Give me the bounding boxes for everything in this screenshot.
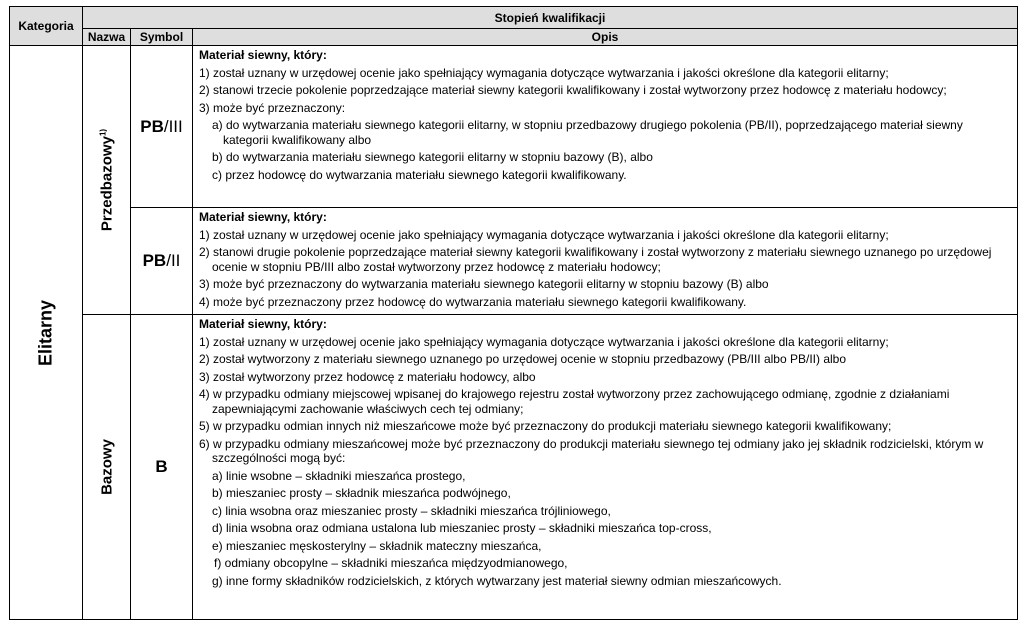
name-label-bazowy: Bazowy — [98, 439, 115, 495]
list-item: 4) w przypadku odmiany miejscowej wpisanej do krajowego rejestru został wytworzony przez zachowującego odmianę, zgodnie z działaniami zapewniającymi zachowanie właściwych cech tej odmiany; — [199, 387, 950, 416]
sub-list-item: b) do wytwarzania materiału siewnego kategorii elitarny w stopniu bazowy (B), albo — [212, 150, 653, 164]
description-lead: Materiał siewny, który: — [199, 317, 327, 331]
list-item: 1) został uznany w urzędowej ocenie jako spełniający wymagania dotyczące wytwarzania i jakości określone dla kategorii elitarny; — [199, 227, 889, 242]
list-item: 1) został uznany w urzędowej ocenie jako spełniający wymagania dotyczące wytwarzania i jakości określone dla kategorii elitarny; — [199, 334, 889, 349]
list-item: 3) może być przeznaczony: — [199, 100, 346, 115]
sub-list-item: c) przez hodowcę do wytwarzania materiału siewnego kategorii kwalifikowany. — [212, 167, 627, 182]
sub-list-item: a) do wytwarzania materiału siewnego kategorii elitarny, w stopniu przedbazowy drugiego pokolenia (PB/II), poprzedzającego materiał siewny kategorii kwalifikowany albo — [212, 118, 963, 147]
list-item: 3) został wytworzony przez hodowcę z materiału hodowcy, albo — [199, 369, 536, 384]
category-cell — [10, 46, 83, 620]
name-cell-przedbazowy — [83, 46, 131, 315]
list-item: 6) w przypadku odmiany mieszańcowej może być przeznaczony do produkcji materiału siewnego tej odmiany jako jej składnik rodzicielski, którym w szczególności mogą być: — [199, 436, 984, 465]
footnote-marker: 1) — [98, 128, 107, 137]
sub-list-item: d) linia wsobna oraz odmiana ustalona lub mieszaniec prosty – składniki mieszańca top-cross, — [212, 521, 712, 535]
description-pb2 — [193, 208, 1018, 315]
symbol-cell-pb3 — [131, 46, 193, 208]
symbol-cell-pb2 — [131, 208, 193, 315]
symbol-cell-b — [131, 315, 193, 620]
sub-list-item: b) mieszaniec prosty – składnik mieszańca podwójnego, — [212, 486, 511, 500]
sub-list-item: f) odmiany obcopylne – składniki mieszańca międzyodmianowego, — [214, 556, 568, 570]
header-symbol: Symbol — [131, 29, 193, 46]
header-opis: Opis — [193, 29, 1018, 46]
list-item: 1) został uznany w urzędowej ocenie jako spełniający wymagania dotyczące wytwarzania i jakości określone dla kategorii elitarny; — [199, 65, 889, 80]
description-pb3 — [193, 46, 1018, 208]
description-lead: Materiał siewny, który: — [199, 48, 327, 62]
sub-list-item: g) inne formy składników rodzicielskich, z których wytwarzany jest materiał siewny odmian mieszańcowych. — [212, 573, 782, 588]
list-item: 2) stanowi drugie pokolenie poprzedzające materiał siewny kategorii kwalifikowany i został wytworzony z materiału siewnego uznanego po urzędowej ocenie w stopniu PB/III albo został wytworzony przez hodowcę z materiału hodowcy; — [199, 245, 992, 274]
name-cell-bazowy — [83, 315, 131, 620]
symbol-pb3: PB/III — [140, 116, 183, 136]
list-item: 2) stanowi trzecie pokolenie poprzedzające materiał siewny kategorii kwalifikowany i został wytworzony przez hodowcę z materiału hodowcy; — [199, 83, 947, 97]
description-lead: Materiał siewny, który: — [199, 210, 327, 224]
list-item: 4) może być przeznaczony przez hodowcę do wytwarzania materiału siewnego kategorii kwalifikowany. — [199, 294, 747, 309]
name-label-przedbazowy: Przedbazowy$^{1)}$ — [98, 128, 115, 232]
qualification-table — [9, 6, 1018, 620]
description-b — [193, 315, 1018, 620]
symbol-b: B — [155, 457, 168, 476]
sub-list-item: a) linie wsobne – składniki mieszańca prostego, — [212, 468, 466, 483]
header-stopien-kwalifikacji: Stopień kwalifikacji — [83, 7, 1018, 29]
symbol-pb2: PB/II — [142, 251, 181, 270]
sub-list-item: c) linia wsobna oraz mieszaniec prosty – składniki mieszańca trójliniowego, — [212, 503, 611, 518]
sub-list-item: e) mieszaniec męskosterylny – składnik mateczny mieszańca, — [212, 538, 542, 553]
list-item: 5) w przypadku odmian innych niż mieszańcowe może być przeznaczony do produkcji materiału siewnego kategorii kwalifikowany; — [199, 419, 892, 433]
header-kategoria: Kategoria — [10, 7, 83, 46]
category-label: Elitarny — [35, 299, 56, 366]
list-item: 3) może być przeznaczony do wytwarzania materiału siewnego kategorii elitarny w stopniu bazowy (B) albo — [199, 277, 769, 291]
list-item: 2) został wytworzony z materiału siewnego uznanego po urzędowej ocenie w stopniu przedbazowy (PB/III albo PB/II) albo — [199, 352, 847, 366]
header-nazwa: Nazwa — [83, 29, 131, 46]
